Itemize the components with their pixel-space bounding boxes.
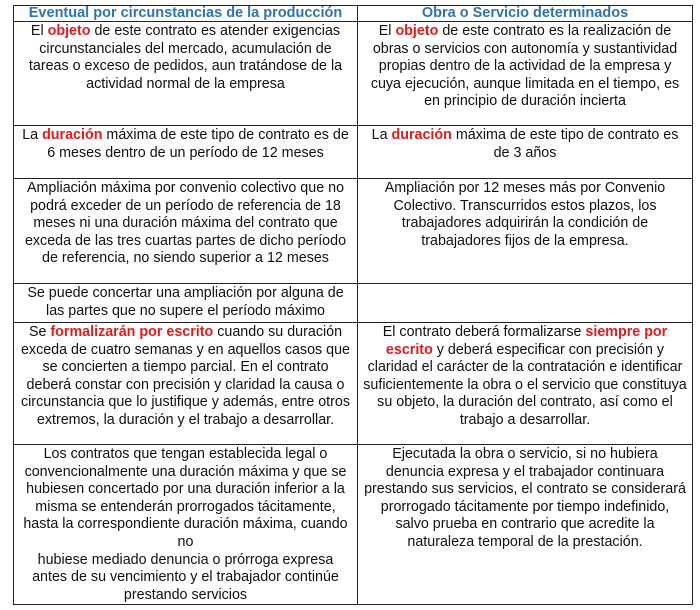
cell-formalizacion-eventual: Se formalizarán por escrito cuando su duración exceda de cuatro semanas y en aquellos casos que se concierten a tiempo parcial. En el contrato deberá constar con precisión y claridad la causa o circunstancia que lo justifique y además, entre otros extremos, la duración y el trabajo a desarrollar. xyxy=(14,323,358,445)
cell-objeto-eventual: El objeto de este contrato es atender exigencias circunstanciales del mercado, acumulación de tareas o exceso de pedidos, aun tratándose de la actividad normal de la empresa xyxy=(14,22,358,126)
header-obra-servicio: Obra o Servicio determinados xyxy=(358,6,693,22)
header-eventual: Eventual por circunstancias de la producción xyxy=(14,6,358,22)
row-prorroga xyxy=(14,445,693,605)
cell-duracion-obra: La duración máxima de este tipo de contrato es de 3 años xyxy=(358,126,693,179)
row-ampliacion xyxy=(14,179,693,284)
row-objeto xyxy=(14,22,693,126)
row-ampliacion-partes xyxy=(14,284,693,323)
cell-prorroga-obra: Ejecutada la obra o servicio, si no hubiera denuncia expresa y el trabajador continuara prestando sus servicios, el contrato se considerará prorrogado tácitamente por tiempo indefinido, salvo prueba en contrario que acredite la naturaleza temporal de la prestación. xyxy=(358,445,693,605)
keyword-objeto: objeto xyxy=(395,23,439,39)
cell-ampliacion-eventual: Ampliación máxima por convenio colectivo que no podrá exceder de un período de referencia de 18 meses ni una duración máxima del contrato que exceda de las tres cuartas partes de dicho período de referencia, no siendo superior a 12 meses xyxy=(14,179,358,284)
comparison-table xyxy=(13,5,693,605)
cell-formalizacion-obra: El contrato deberá formalizarse siempre por escrito y deberá especificar con precisión y claridad el carácter de la contratación e identificar suficientemente la obra o el servicio que constituya su objeto, la duración del contrato, así como el trabajo a desarrollar. xyxy=(358,323,693,445)
cell-ampliacion-obra: Ampliación por 12 meses más por Convenio Colectivo. Transcurridos estos plazos, los trabajadores adquirirán la condición de trabajadores fijos de la empresa. xyxy=(358,179,693,284)
keyword-duracion: duración xyxy=(391,127,452,143)
cell-ampliacion-partes-obra xyxy=(358,284,693,323)
cell-duracion-eventual: La duración máxima de este tipo de contrato es de 6 meses dentro de un período de 12 meses xyxy=(14,126,358,179)
keyword-formalizaran-por-escrito: formalizarán por escrito xyxy=(50,324,214,340)
header-row xyxy=(14,6,693,22)
cell-ampliacion-partes-eventual: Se puede concertar una ampliación por alguna de las partes que no supere el período máximo xyxy=(14,284,358,323)
row-duracion xyxy=(14,126,693,179)
row-formalizacion xyxy=(14,323,693,445)
cell-objeto-obra: El objeto de este contrato es la realización de obras o servicios con autonomía y sustantividad propias dentro de la actividad de la empresa y cuya ejecución, aunque limitada en el tiempo, es en principio de duración incierta xyxy=(358,22,693,126)
keyword-objeto: objeto xyxy=(47,23,91,39)
comparison-table-container xyxy=(13,5,692,605)
keyword-duracion: duración xyxy=(42,127,103,143)
keyword-siempre-por-escrito: siempre por escrito xyxy=(385,324,668,358)
cell-prorroga-eventual: Los contratos que tengan establecida legal o convencionalmente una duración máxima y que se hubiesen concertado por una duración inferior a la misma se entenderán prorrogados tácitamente, hasta la correspondiente duración máxima, cuando no hubiese mediado denuncia o prórroga expresa antes de su vencimiento y el trabajador continúe prestando servicios xyxy=(14,445,358,605)
